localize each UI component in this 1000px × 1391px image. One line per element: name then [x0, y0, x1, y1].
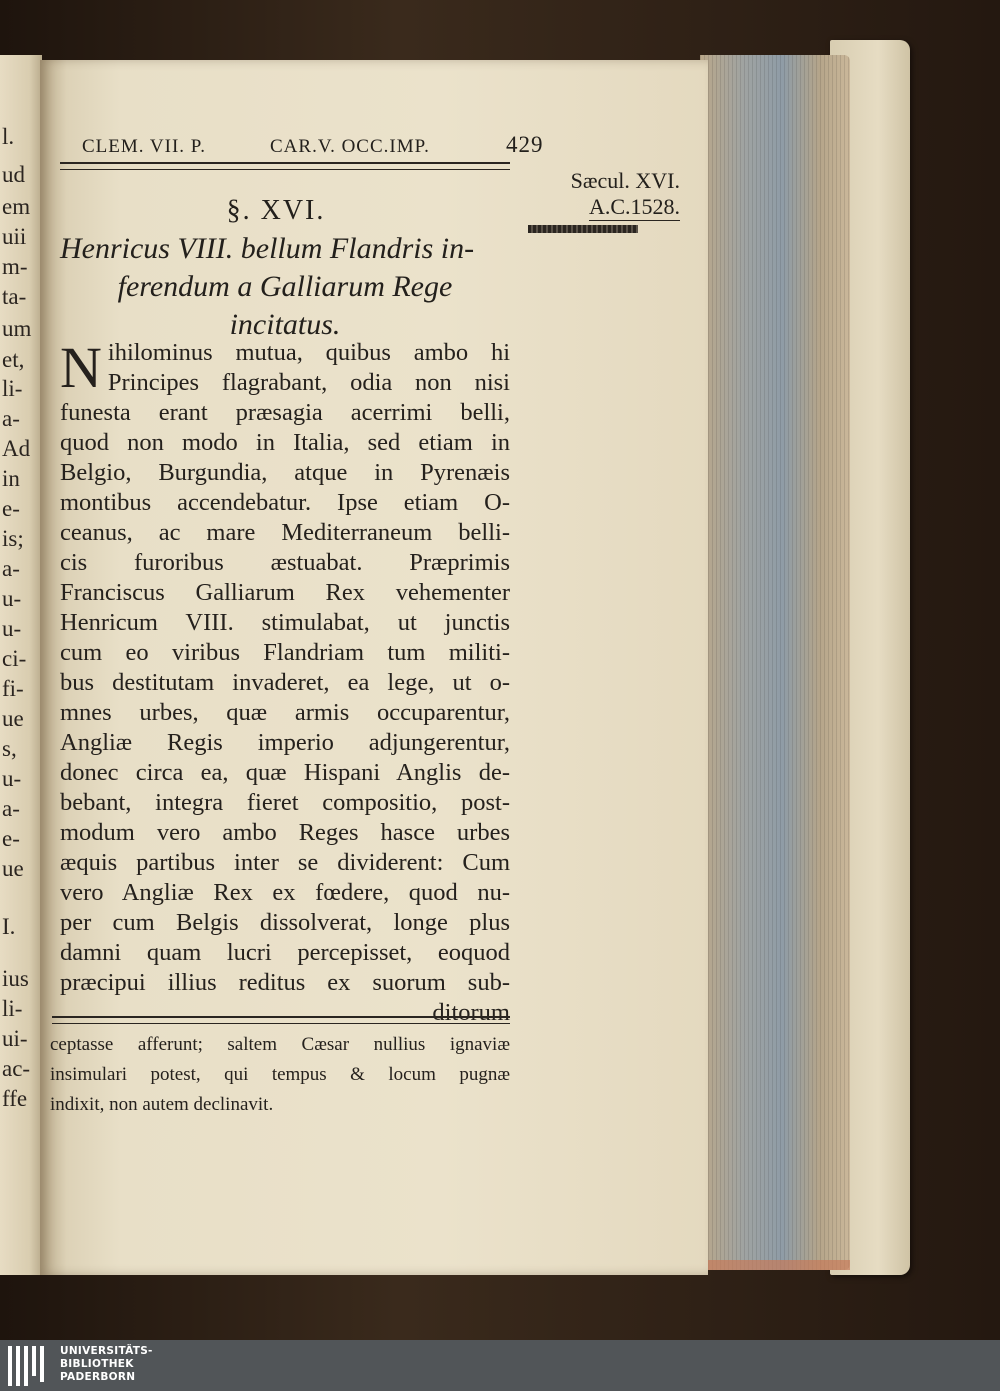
catchword: ditorum	[432, 999, 510, 1026]
body-line: modum vero ambo Reges hasce urbes	[60, 819, 510, 846]
running-head	[80, 132, 552, 164]
margin-rule	[528, 225, 638, 233]
left-page-fragment: um	[2, 316, 32, 341]
left-page-fragment: I.	[2, 914, 16, 939]
section-number: §. XVI.	[226, 195, 326, 226]
footnote-line: insimulari potest, qui tempus & locum pugnæ	[50, 1064, 510, 1085]
margin-note-year: A.C.1528.	[588, 194, 680, 219]
body-line: montibus accendebatur. Ipse etiam O-	[60, 489, 510, 516]
left-page-fragment: ffe	[2, 1086, 28, 1111]
library-name-line: BIBLIOTHEK	[60, 1358, 134, 1370]
library-name	[60, 1345, 153, 1384]
section-title	[60, 230, 510, 344]
body-line: donec circa ea, quæ Hispani Anglis de-	[60, 759, 510, 786]
body-line: Henricum VIII. stimulabat, ut junctis	[60, 609, 510, 636]
body-line: funesta erant præsagia acerrimi belli,	[60, 399, 510, 426]
left-page-fragment: ud	[2, 162, 25, 187]
body-line: Principes flagrabant, odia non nisi	[107, 369, 510, 396]
body-line: bus destitutam invaderet, ea lege, ut o-	[60, 669, 510, 696]
title-line: Henricus VIII. bellum Flandris in-	[60, 232, 475, 265]
head-rule	[60, 162, 510, 170]
left-page-fragment: l.	[2, 124, 15, 149]
left-page-fragment: fi-	[2, 676, 24, 701]
body-line: mnes urbes, quæ armis occuparentur,	[60, 699, 510, 726]
left-page-fragment: u-	[2, 766, 22, 791]
body-line: per cum Belgis dissolverat, longe plus	[60, 909, 510, 936]
left-page-fragment: ac-	[2, 1056, 31, 1081]
body-line: ihilominus mutua, quibus ambo hi	[107, 339, 510, 366]
left-page-fragment: a-	[2, 556, 20, 581]
page-fore-edge	[700, 55, 850, 1270]
left-page-fragment: ta-	[2, 284, 27, 309]
left-page-fragment: s,	[2, 736, 17, 761]
body-line: bebant, integra fieret compositio, post-	[60, 789, 510, 816]
body-line: vero Angliæ Rex ex fœdere, quod nu-	[60, 879, 510, 906]
left-page-fragment: u-	[2, 616, 22, 641]
left-page-fragment: ui-	[2, 1026, 28, 1051]
left-page-fragment: m-	[2, 254, 28, 279]
left-page-edge	[0, 55, 42, 1275]
body-line: ceanus, ac mare Mediterraneum belli-	[60, 519, 510, 546]
body-line: damni quam lucri percepisset, eoquod	[60, 939, 510, 966]
left-page-fragment: e-	[2, 496, 20, 521]
library-footer	[0, 1340, 1000, 1391]
left-page-fragment: e-	[2, 826, 20, 851]
left-page-fragment: a-	[2, 796, 20, 821]
body-line: Franciscus Galliarum Rex vehementer	[60, 579, 510, 606]
running-head-left: CLEM. VII. P.	[82, 136, 207, 157]
library-name-line: PADERBORN	[60, 1371, 136, 1383]
footnote	[50, 1030, 510, 1120]
left-page-fragment: uii	[2, 224, 27, 249]
margin-note	[510, 168, 680, 221]
left-page-fragment: is;	[2, 526, 24, 551]
body-line: æquis partibus inter se dividerent: Cum	[60, 849, 510, 876]
left-page-fragment: ci-	[2, 646, 27, 671]
book-page	[40, 60, 708, 1275]
left-page-fragment: em	[2, 194, 31, 219]
title-line: ferendum a Galliarum Rege	[117, 270, 453, 303]
body-line: Belgio, Burgundia, atque in Pyrenæis	[60, 459, 510, 486]
left-page-fragment: in	[2, 466, 20, 491]
left-page-fragment: li-	[2, 376, 23, 401]
left-page-fragment: u-	[2, 586, 22, 611]
footnote-line: indixit, non autem declinavit.	[50, 1094, 274, 1115]
body-line: cis furoribus æstuabat. Præprimis	[60, 549, 510, 576]
page-number: 429	[506, 132, 544, 157]
body-text	[60, 335, 510, 1028]
body-line: cum eo viribus Flandriam tum militi-	[60, 639, 510, 666]
body-line: quod non modo in Italia, sed etiam in	[60, 429, 510, 456]
left-page-fragment: et,	[2, 347, 25, 372]
running-head-center: CAR.V. OCC.IMP.	[270, 136, 430, 157]
left-page-fragment: Ad	[2, 436, 31, 461]
left-page-fragment: a-	[2, 406, 20, 431]
footnote-line: ceptasse afferunt; saltem Cæsar nullius ignaviæ	[50, 1034, 510, 1055]
margin-note-century: Sæcul. XVI.	[570, 168, 680, 193]
body-line: præcipui illius reditus ex suorum sub-	[60, 969, 510, 996]
left-page-fragment: ius	[2, 966, 29, 991]
footnote-rule	[52, 1016, 510, 1024]
title-line: incitatus.	[229, 308, 341, 341]
library-logo-icon	[8, 1346, 48, 1386]
left-page-fragment: ue	[2, 856, 24, 881]
left-page-fragment: ue	[2, 706, 24, 731]
body-line: Angliæ Regis imperio adjungerentur,	[60, 729, 510, 756]
drop-cap: N	[60, 335, 102, 400]
library-name-line: UNIVERSITÄTS-	[60, 1345, 153, 1357]
left-page-fragment: li-	[2, 996, 23, 1021]
